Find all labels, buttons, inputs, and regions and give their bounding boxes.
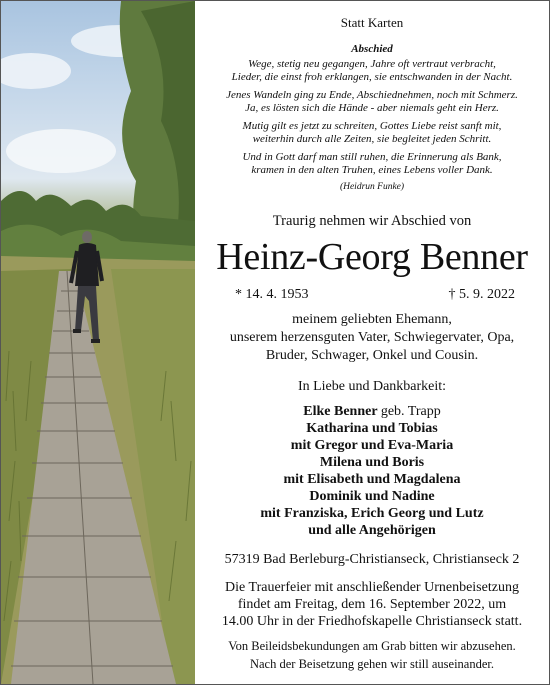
family-first-name: Elke Benner xyxy=(303,404,378,419)
family-member: Katharina und Tobias xyxy=(306,421,438,436)
deceased-name: Heinz-Georg Benner xyxy=(216,236,528,278)
gratitude-line: In Liebe und Dankbarkeit: xyxy=(297,379,447,394)
boardwalk-photo xyxy=(1,1,195,684)
relation-line: Bruder, Schwager, Onkel und Cousin. xyxy=(265,348,479,363)
poem-author: (Heidrun Funke) xyxy=(339,182,405,192)
funeral-line: Die Trauerfeier mit anschließender Urnenbeisetzung xyxy=(225,580,519,595)
relation-line: meinem geliebten Ehemann, xyxy=(292,312,452,327)
family-member: mit Franziska, Erich Georg und Lutz xyxy=(260,506,484,521)
funeral-line: findet am Freitag, dem 16. September 2022, um xyxy=(237,597,507,612)
family-member: Dominik und Nadine xyxy=(309,489,435,504)
death-date: † 5. 9. 2022 xyxy=(448,287,515,302)
header-statt-karten: Statt Karten xyxy=(340,15,404,30)
family-member: Milena und Boris xyxy=(319,455,425,470)
relation-line: unserem herzensguten Vater, Schwiegervater, Opa, xyxy=(229,330,515,345)
poem-line: kramen in den alten Truhen, eines Lebens voller Dank. xyxy=(251,164,493,176)
poem-line: Ja, es lösten sich die Hände - aber niemals geht ein Herz. xyxy=(245,102,499,114)
funeral-line: 14.00 Uhr in der Friedhofskapelle Christianseck statt. xyxy=(221,614,523,629)
poem-line: Und in Gott darf man still ruhen, die Erinnerung als Bank, xyxy=(242,151,502,163)
poem-line: Jenes Wandeln ging zu Ende, Abschiednehmen, noch mit Schmerz. xyxy=(226,89,518,101)
poem-line: Lieder, die einst froh erklangen, sie entschwanden in der Nacht. xyxy=(231,71,513,83)
family-member: mit Gregor und Eva-Maria xyxy=(290,438,454,453)
poem-title: Abschied xyxy=(351,43,393,55)
notice-text xyxy=(195,1,549,684)
family-first-suffix: geb. Trapp xyxy=(380,404,441,419)
address-line: 57319 Bad Berleburg-Christianseck, Christianseck 2 xyxy=(224,552,520,567)
family-member: mit Elisabeth und Magdalena xyxy=(283,472,461,487)
boardwalk-scene xyxy=(1,1,195,684)
poem-line: weiterhin durch alle Zeiten, sie begleitet jeden Schritt. xyxy=(252,133,492,145)
note-line: Nach der Beisetzung gehen wir still auseinander. xyxy=(249,657,495,671)
family-member: und alle Angehörigen xyxy=(308,523,436,538)
poem-line: Wege, stetig neu gegangen, Jahre oft vertraut verbracht, xyxy=(248,58,496,70)
intro-text: Traurig nehmen wir Abschied von xyxy=(272,213,472,229)
poem-line: Mutig gilt es jetzt zu schreiten, Gottes Liebe reist sanft mit, xyxy=(242,120,502,132)
family-member xyxy=(195,403,549,420)
birth-date: * 14. 4. 1953 xyxy=(235,287,309,302)
note-line: Von Beileidsbekundungen am Grab bitten wir abzusehen. xyxy=(228,639,516,653)
